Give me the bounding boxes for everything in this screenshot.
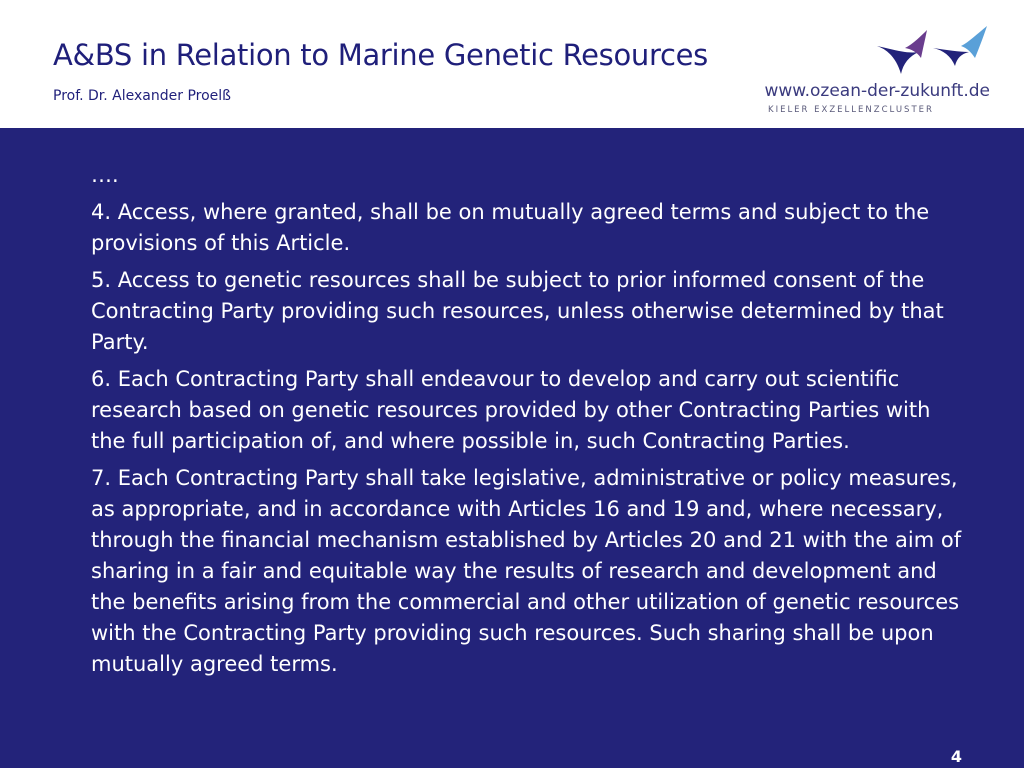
paragraph-ellipsis: …. — [91, 163, 119, 187]
page-number: 4 — [950, 747, 962, 766]
paragraph-4: 4. Access, where granted, shall be on mutually agreed terms and subject to the provisions of this Article. — [91, 200, 930, 255]
paragraph-7: 7. Each Contracting Party shall take legislative, administrative or policy measures, as appropriate, and in accordance with Articles 16 and 19 and, where necessary, through the financial mechanism established by Articles 20 and 21 with the aim of sharing in a fair and equitable way the results of research and development and the benefits arising from the commercial and other utilization of genetic resources with the Contracting Party providing such resources. Such sharing shall be upon mutually agreed terms. — [91, 466, 962, 676]
bird-wings-icon — [875, 24, 995, 79]
paragraph-6: 6. Each Contracting Party shall endeavour to develop and carry out scientific research based on genetic resources provided by other Contracting Parties with the full participation of, and where possible in, such Contracting Parties. — [91, 367, 931, 453]
slide-body — [0, 128, 1024, 768]
slide-header — [0, 0, 1024, 128]
logo-tagline: KIELER EXZELLENZCLUSTER — [768, 105, 934, 115]
article-text — [91, 160, 971, 686]
slide-title: A&BS in Relation to Marine Genetic Resources — [53, 38, 708, 72]
slide-subtitle: Prof. Dr. Alexander Proelß — [53, 88, 231, 104]
logo-url[interactable]: www.ozean-der-zukunft.de — [764, 81, 990, 101]
paragraph-5: 5. Access to genetic resources shall be subject to prior informed consent of the Contracting Party providing such resources, unless otherwise determined by that Party. — [91, 268, 944, 354]
